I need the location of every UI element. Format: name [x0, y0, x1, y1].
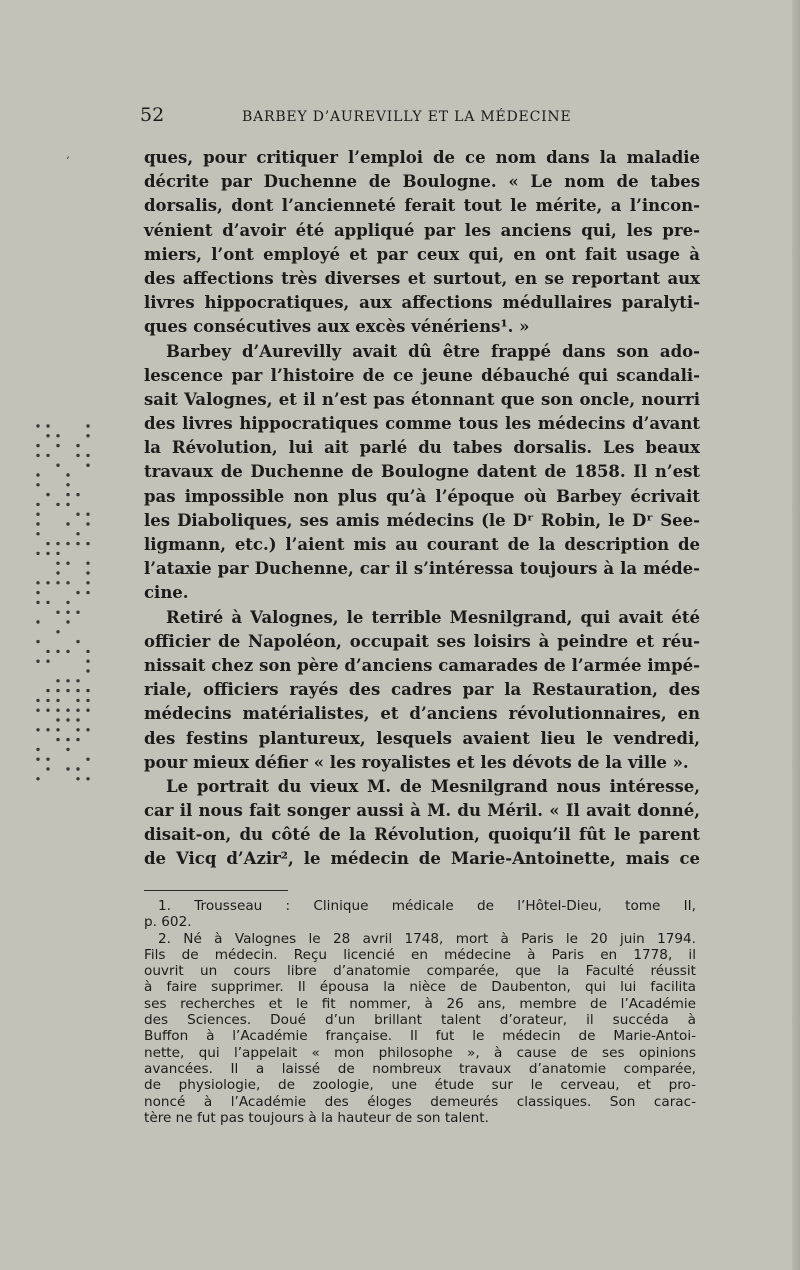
footnote-line: de physiologie, de zoologie, une étude sur le cerveau, et pro- — [144, 1077, 696, 1094]
footnote-line: nette, qui l’appelait « mon philosophe », à cause de ses opinions — [144, 1044, 696, 1061]
footnote-line: avancées. Il a laissé de nombreux travaux d’anatomie comparée, — [144, 1060, 696, 1077]
body-line: lescence par l’histoire de ce jeune débauché qui scandali- — [144, 365, 700, 385]
body-line: ques, pour critiquer l’emploi de ce nom dans la maladie — [144, 148, 700, 167]
body-line: des livres hippocratiques comme tous les médecins d’avant — [144, 414, 700, 434]
running-title: BARBEY D’AUREVILLY ET LA MÉDECINE — [242, 109, 572, 125]
footnote-line: noncé à l’Académie des éloges demeurés classiques. Son carac- — [144, 1093, 696, 1110]
body-line: nissait chez son père d’anciens camarades de l’armée impé- — [144, 655, 700, 675]
footnote-line: ouvrit un cours libre d’anatomie comparée, que la Faculté réussit — [144, 963, 696, 980]
body-line: Le portrait du vieux M. de Mesnilgrand nous intéresse, — [166, 776, 700, 796]
page-number: 52 — [140, 104, 165, 126]
footnote-line: tère ne fut pas toujours à la hauteur de son talent. — [144, 1109, 489, 1126]
body-line: Retiré à Valognes, le terrible Mesnilgrand, qui avait été — [166, 607, 700, 627]
footnote-line: ses recherches et le fit nommer, à 26 ans, membre de l’Académie — [144, 995, 696, 1012]
body-line: vénient d’avoir été appliqué par les anciens qui, les pre- — [144, 220, 700, 240]
footnotes — [144, 898, 696, 1126]
body-line: des festins plantureux, lesquels avaient lieu le vendredi, — [144, 728, 700, 748]
footnote-line: p. 602. — [144, 914, 192, 931]
body-line: sait Valognes, et il n’est pas étonnant que son oncle, nourri — [144, 389, 700, 409]
footnote-line: Buffon à l’Académie française. Il fut le médecin de Marie-Antoi- — [144, 1028, 696, 1045]
body-line: cine. — [144, 583, 189, 603]
body-line: des affections très diverses et surtout, en se reportant aux — [144, 268, 700, 288]
body-line: car il nous fait songer aussi à M. du Méril. « Il avait donné, — [144, 801, 700, 821]
body-line: médecins matérialistes, et d’anciens révolutionnaires, en — [144, 704, 700, 724]
body-line: dorsalis, dont l’ancienneté ferait tout le mérite, a l’incon- — [144, 196, 700, 216]
footnote-line: 1. Trousseau : Clinique médicale de l’Hôtel-Dieu, tome II, — [158, 898, 696, 914]
body-line: livres hippocratiques, aux affections médullaires paralyti- — [144, 293, 700, 313]
footnote-line: Fils de médecin. Reçu licencié en médecine à Paris en 1778, il — [144, 946, 696, 963]
body-line: miers, l’ont employé et par ceux qui, en ont fait usage à — [144, 244, 700, 264]
body-line: Barbey d’Aurevilly avait dû être frappé dans son ado- — [166, 341, 700, 361]
footnote-line: à faire supprimer. Il épousa la nièce de Daubenton, qui lui facilita — [144, 979, 696, 996]
body-line: décrite par Duchenne de Boulogne. « Le nom de tabes — [144, 172, 700, 192]
body-line: la Révolution, lui ait parlé du tabes dorsalis. Les beaux — [144, 438, 700, 458]
body-line: ques consécutives aux excès vénériens¹. » — [144, 317, 530, 337]
body-line: travaux de Duchenne de Boulogne datent de 1858. Il n’est — [144, 462, 700, 482]
body-line: l’ataxie par Duchenne, car il s’intéressa toujours à la méde- — [144, 559, 700, 579]
body-line: pour mieux défier « les royalistes et les dévots de la ville ». — [144, 752, 689, 772]
body-line: ligmann, etc.) l’aient mis au courant de la description de — [144, 535, 700, 554]
body-text — [144, 146, 700, 872]
braille-marks — [34, 420, 98, 790]
margin-mark: ʼ — [66, 156, 70, 167]
body-line: les Diaboliques, ses amis médecins (le Dʳ Robin, le Dʳ See- — [144, 510, 700, 530]
body-line: riale, officiers rayés des cadres par la Restauration, des — [144, 680, 700, 700]
body-line: pas impossible non plus qu’à l’époque où Barbey écrivait — [144, 486, 700, 506]
footnote-line: des Sciences. Doué d’un brillant talent d’orateur, il succéda à — [144, 1012, 696, 1029]
body-line: disait-on, du côté de la Révolution, quoiqu’il fût le parent — [144, 825, 700, 845]
footnote-line: 2. Né à Valognes le 28 avril 1748, mort à Paris le 20 juin 1794. — [158, 930, 696, 947]
footnote-rule — [144, 890, 288, 891]
body-line: de Vicq d’Azir², le médecin de Marie-Antoinette, mais ce — [144, 849, 700, 869]
body-line: officier de Napoléon, occupait ses loisirs à peindre et réu- — [144, 631, 700, 651]
page-edge — [792, 0, 800, 1270]
page-header — [140, 104, 696, 132]
